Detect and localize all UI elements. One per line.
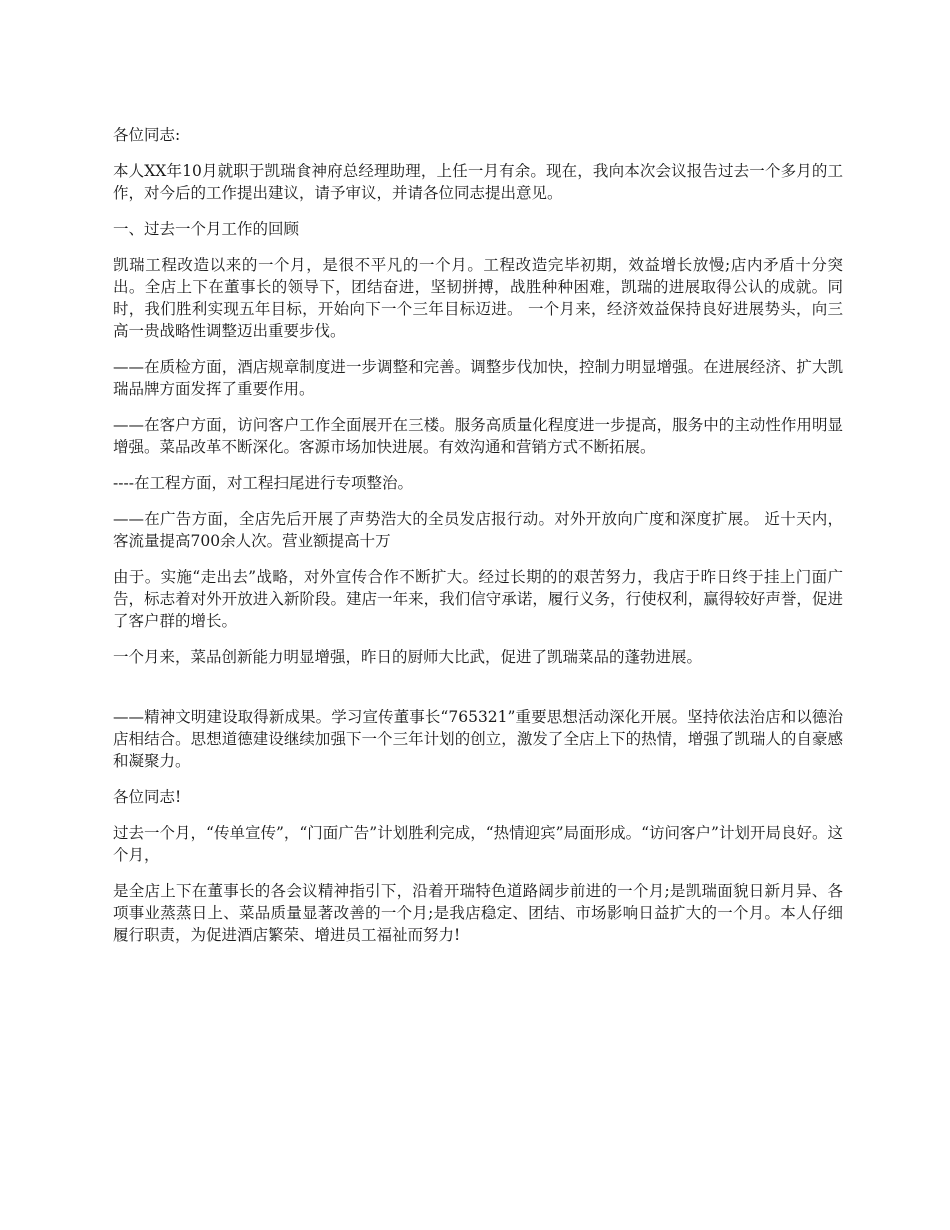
outreach-paragraph: 由于。实施“走出去”战略，对外宣传合作不断扩大。经过长期的的艰苦努力，我店于昨日终于挂上门面广告，标志着对外开放进入新阶段。建店一年来，我们信守承诺，履行义务，行使权利，赢得较好声誉，促进了客户群的增长。 [113, 568, 843, 630]
document-body [113, 124, 843, 960]
summary-paragraph: 过去一个月，“传单宣传”，“门面广告”计划胜利完成，“热情迎宾”局面形成。“访问客户”计划开局良好。这个月， [113, 824, 843, 864]
customer-paragraph: ——在客户方面，访问客户工作全面展开在三楼。服务高质量化程度进一步提高，服务中的主动性作用明显增强。菜品改革不断深化。客源市场加快进展。有效沟通和营销方式不断拓展。 [113, 416, 843, 456]
second-salutation: 各位同志! [113, 788, 182, 806]
engineering-paragraph: ----在工程方面，对工程扫尾进行专项整治。 [113, 474, 413, 492]
closing-paragraph: 是全店上下在董事长的各会议精神指引下，沿着开瑞特色道路阔步前进的一个月;是凯瑞面貌日新月异、各项事业蒸蒸日上、菜品质量显著改善的一个月;是我店稳定、团结、市场影响日益扩大的一个月。本人仔细履行职责，为促进酒店繁荣、增进员工福祉而努力! [113, 882, 843, 944]
quality-paragraph: ——在质检方面，酒店规章制度进一步调整和完善。调整步伐加快，控制力明显增强。在进展经济、扩大凯瑞品牌方面发挥了重要作用。 [113, 358, 843, 398]
culture-paragraph: ——精神文明建设取得新成果。学习宣传董事长“765321”重要思想活动深化开展。坚持依法治店和以德治店相结合。思想道德建设继续加强下一个三年计划的创立，激发了全店上下的热情，增强了凯瑞人的自豪感和凝聚力。 [113, 708, 843, 770]
intro-paragraph: 本人XX年10月就职于凯瑞食神府总经理助理，上任一月有余。现在，我向本次会议报告过去一个多月的工作，对今后的工作提出建议，请予审议，并请各位同志提出意见。 [113, 162, 843, 202]
advertising-paragraph: ——在广告方面，全店先后开展了声势浩大的全员发店报行动。对外开放向广度和深度扩展。 近十天内，客流量提高700余人次。营业额提高十万 [113, 510, 843, 550]
section-heading: 一、过去一个月工作的回顾 [113, 220, 300, 238]
salutation: 各位同志: [113, 126, 181, 144]
review-paragraph: 凯瑞工程改造以来的一个月，是很不平凡的一个月。工程改造完毕初期，效益增长放慢;店内矛盾十分突出。全店上下在董事长的领导下，团结奋进，坚韧拼搏，战胜种种困难，凯瑞的进展取得公认的成就。同时，我们胜利实现五年目标，开始向下一个三年目标迈进。 一个月来，经济效益保持良好进展势头，向三高一贵战略性调整迈出重要步伐。 [113, 256, 843, 340]
menu-innovation-paragraph: 一个月来，菜品创新能力明显增强，昨日的厨师大比武，促进了凯瑞菜品的蓬勃进展。 [113, 648, 703, 666]
